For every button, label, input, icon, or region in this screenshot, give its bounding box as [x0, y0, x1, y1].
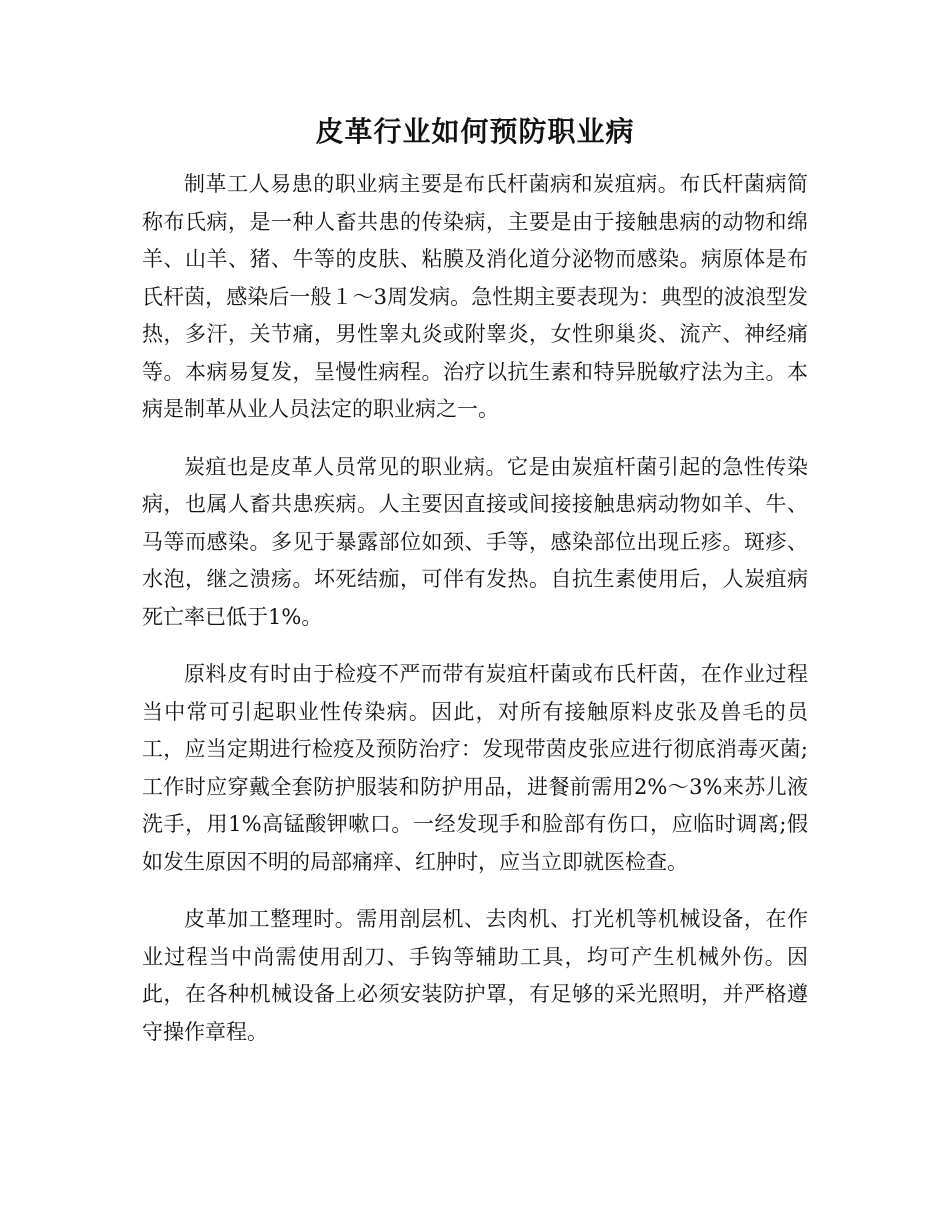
document-title: 皮革行业如何预防职业病	[315, 115, 635, 148]
paragraph-raw-hide-quarantine: 原料皮有时由于检疫不严而带有炭疽杆菌或布氏杆茵，在作业过程当中常可引起职业性传染病。因此，对所有接触原料皮张及兽毛的员工，应当定期进行检疫及预防治疗：发现带茵皮张应进行彻底消毒灭菌;工作时应穿戴全套防护服装和防护用品，进餐前需用2%～3%来苏儿液洗手，用1%高锰酸钾嗽口。一经发现手和脸部有伤口，应临时调离;假如发生原因不明的局部痛痒、红肿时，应当立即就医检查。	[142, 662, 808, 874]
paragraph-machinery-safety: 皮革加工整理时。需用剖层机、去肉机、打光机等机械设备，在作业过程当中尚需使用刮刀、手钩等辅助工具，均可产生机械外伤。因此，在各种机械设备上必须安装防护罩，有足够的采光照明，并严格遵守操作章程。	[142, 907, 808, 1044]
paragraph-anthrax: 炭疽也是皮革人员常见的职业病。它是由炭疽杆菌引起的急性传染病，也属人畜共患疾病。人主要因直接或间接接触患病动物如羊、牛、马等而感染。多见于暴露部位如颈、手等，感染部位出现丘疹。斑疹、水泡，继之溃疡。坏死结痂，可伴有发热。自抗生素使用后，人炭疽病死亡率已低于1%。	[142, 454, 808, 629]
document-body	[142, 166, 808, 1071]
paragraph-brucellosis: 制革工人易患的职业病主要是布氏杆菌病和炭疽病。布氏杆菌病简称布氏病，是一种人畜共患的传染病，主要是由于接触患病的动物和绵羊、山羊、猪、牛等的皮肤、粘膜及消化道分泌物而感染。病原体是布氏杆茵，感染后一般１～3周发病。急性期主要表现为：典型的波浪型发热，多汗，关节痛，男性睾丸炎或附睾炎，女性卵巢炎、流产、神经痛等。本病易复发，呈慢性病程。治疗以抗生素和特异脱敏疗法为主。本病是制革从业人员法定的职业病之一。	[142, 172, 808, 421]
